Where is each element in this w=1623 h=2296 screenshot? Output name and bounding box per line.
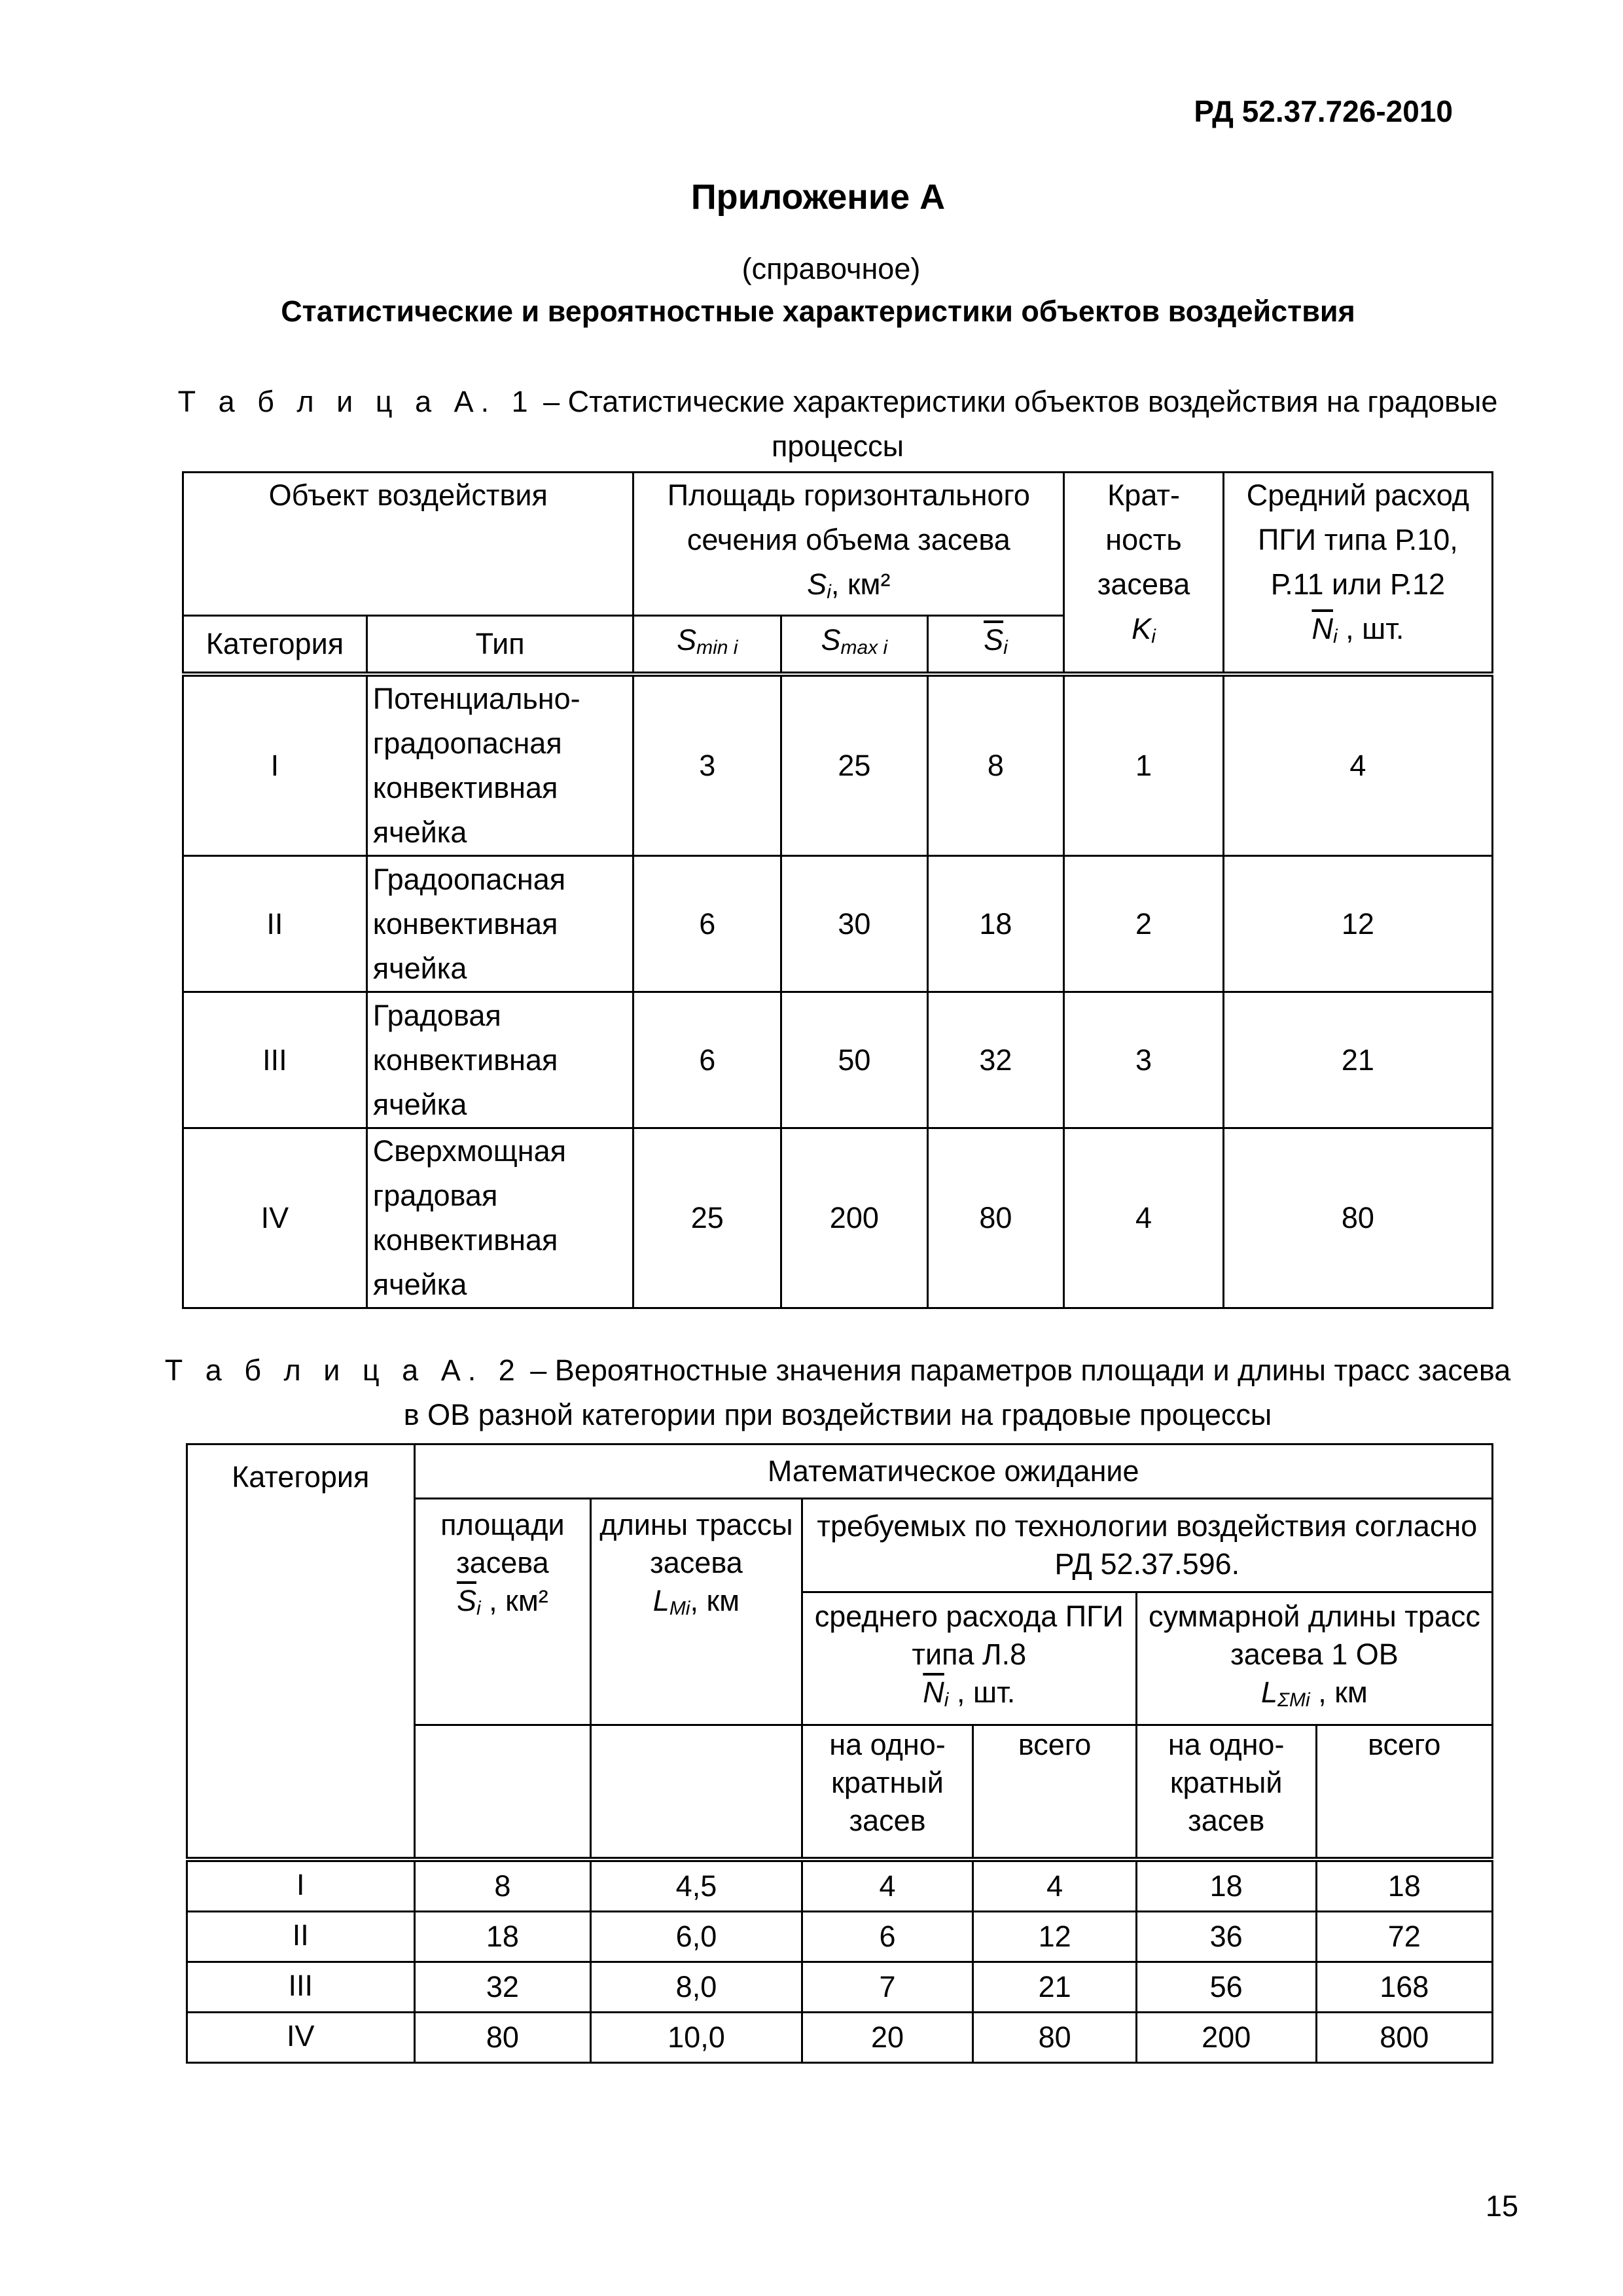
table1-cell-smin: 6: [633, 856, 781, 992]
table-row: [187, 1912, 1493, 1962]
table-row: [187, 2013, 1493, 2063]
table1-cell-category: II: [183, 856, 367, 992]
table1: [182, 471, 1493, 1309]
table2-header-total-length-label: суммарной длины трасс засева 1 ОВ: [1148, 1600, 1480, 1671]
table2-cell-l-total: 18: [1316, 1859, 1492, 1912]
table2-cell-l-single: 200: [1136, 2013, 1316, 2063]
table1-header-smean-sub: i: [1003, 637, 1008, 658]
table1-cell-type: Градовая конвективная ячейка: [366, 992, 633, 1128]
table2-cell-l-total: 800: [1316, 2013, 1492, 2063]
table2-cell-n-single: 7: [802, 1962, 973, 2013]
table1-header-smax-symbol: S: [821, 623, 841, 656]
table1-cell-smean: 8: [927, 674, 1064, 856]
table-row: [183, 856, 1493, 992]
table1-header-smin-symbol: S: [677, 623, 697, 656]
table1-header-object: Объект воздействия: [183, 473, 633, 616]
table1-cell-k: 4: [1064, 1128, 1224, 1308]
table2-header-avg-consumption: [802, 1592, 1136, 1725]
table2-header-length-blank: [591, 1725, 802, 1860]
table2-header-area: [414, 1499, 591, 1725]
table-row: [183, 1128, 1493, 1308]
table2-cell-l-total: 168: [1316, 1962, 1492, 2013]
table2-header-length: [591, 1499, 802, 1725]
table2-header-length-label: длины трассы засева: [599, 1508, 793, 1579]
table1-header-area-symbol: S: [807, 567, 827, 601]
document-code: РД 52.37.726-2010: [1194, 94, 1453, 128]
table2-caption: [164, 1348, 1512, 1437]
table2-cell-n-total: 12: [973, 1912, 1137, 1962]
table2-cell-category: I: [187, 1859, 415, 1912]
table1-header-multiplicity-line1: Крат-: [1107, 478, 1180, 512]
table2-cell-n-total: 21: [973, 1962, 1137, 2013]
table1-cell-smax: 50: [781, 992, 928, 1128]
table2-header-area-blank: [414, 1725, 591, 1860]
table1-cell-n: 12: [1223, 856, 1492, 992]
table1-cell-smin: 25: [633, 1128, 781, 1308]
table1-cell-k: 1: [1064, 674, 1224, 856]
table2-header-total-length: [1136, 1592, 1492, 1725]
table2-header-total-symbol: L: [1261, 1676, 1278, 1709]
table2-cell-n-total: 4: [973, 1859, 1137, 1912]
table1-header-smin-sub: min i: [696, 637, 738, 658]
table1-cell-n: 80: [1223, 1128, 1492, 1308]
table1-header-consumption-sub: i: [1332, 626, 1338, 647]
table1-cell-k: 2: [1064, 856, 1224, 992]
table2-header-area-symbol: $\overline{S}$: [456, 1584, 476, 1617]
table-row: [183, 992, 1493, 1128]
table1-header-smean: [927, 616, 1064, 675]
table-row: [183, 674, 1493, 856]
table1-header-area-label: Площадь горизонтального сечения объема засева: [667, 478, 1030, 556]
table2-cell-area: 80: [414, 2013, 591, 2063]
table1-header-smean-symbol: $\overline{S}$: [984, 623, 1004, 656]
table1-cell-smin: 3: [633, 674, 781, 856]
appendix-title: Приложение А: [690, 177, 946, 217]
table1-cell-smean: 18: [927, 856, 1064, 992]
table1-cell-type: Сверхмощная градовая конвективная ячейка: [366, 1128, 633, 1308]
table1-cell-smean: 32: [927, 992, 1064, 1128]
table2-cell-area: 8: [414, 1859, 591, 1912]
table1-cell-type: Градоопасная конвективная ячейка: [366, 856, 633, 992]
page-number: 15: [1485, 2189, 1518, 2223]
table1-header-multiplicity-line2: ность: [1105, 523, 1182, 556]
table1-header-type: Тип: [366, 616, 633, 675]
table1-header-multiplicity: [1064, 473, 1224, 675]
table1-header-row: [183, 473, 1493, 616]
table2-header-total-unit: , км: [1310, 1676, 1368, 1709]
appendix-note: (справочное): [741, 252, 921, 285]
table1-cell-smean: 80: [927, 1128, 1064, 1308]
table2-header-avg-unit: , шт.: [948, 1676, 1016, 1709]
table2-cell-category: IV: [187, 2013, 415, 2063]
table2-cell-length: 6,0: [591, 1912, 802, 1962]
table1-header-smin: [633, 616, 781, 675]
table2-header-category: Категория: [187, 1444, 415, 1860]
table2-header-avg-symbol: $\overline{N}$: [923, 1676, 944, 1709]
table2-header-area-sub: i: [476, 1598, 481, 1619]
table2-cell-n-single: 6: [802, 1912, 973, 1962]
table1-header-consumption: [1223, 473, 1492, 675]
table1-header-consumption-symbol: $\overline{N}$: [1311, 612, 1333, 645]
table2-cell-area: 18: [414, 1912, 591, 1962]
table2-header-length-unit: , км: [690, 1584, 740, 1617]
table1-header-area: [633, 473, 1064, 616]
table2-cell-n-single: 20: [802, 2013, 973, 2063]
table1-header-multiplicity-line3: засева: [1097, 567, 1190, 601]
appendix-heading: Статистические и вероятностные характеристики объектов воздействия: [281, 295, 1355, 328]
table2-cell-l-total: 72: [1316, 1912, 1492, 1962]
table1-cell-smin: 6: [633, 992, 781, 1128]
table1-cell-n: 21: [1223, 992, 1492, 1128]
table1-header-consumption-unit: , шт.: [1337, 612, 1404, 645]
table2-header-n-single: на одно-кратный засев: [802, 1725, 973, 1860]
table1-caption: [164, 380, 1512, 469]
table2-header-length-sub: Mi: [669, 1598, 690, 1619]
table1-header-area-sub: i: [827, 581, 831, 603]
table1-caption-text: – Статистические характеристики объектов воздействия на градовые процессы: [535, 385, 1498, 463]
table2-cell-category: III: [187, 1962, 415, 2013]
table2-cell-l-single: 18: [1136, 1859, 1316, 1912]
table1-cell-category: I: [183, 674, 367, 856]
table2-header-row: [187, 1444, 1493, 1499]
table2-header-total-sub: ΣMi: [1277, 1689, 1310, 1711]
table-row: [187, 1859, 1493, 1912]
table2-header-area-label: площади засева: [440, 1508, 565, 1579]
table1-cell-category: IV: [183, 1128, 367, 1308]
table2-cell-category: II: [187, 1912, 415, 1962]
table2-header-area-unit: , км²: [480, 1584, 548, 1617]
table2-header-length-symbol: L: [652, 1584, 669, 1617]
table2-header-math-expectation: Математическое ожидание: [414, 1444, 1492, 1499]
table1-header-category: Категория: [183, 616, 367, 675]
table2-cell-length: 8,0: [591, 1962, 802, 2013]
table2-header-required: требуемых по технологии воздействия согласно РД 52.37.596.: [802, 1499, 1492, 1592]
table1-cell-smax: 200: [781, 1128, 928, 1308]
table2-cell-n-total: 80: [973, 2013, 1137, 2063]
table1-cell-smax: 30: [781, 856, 928, 992]
table2-caption-text: – Вероятностные значения параметров площади и длины трасс засева в ОВ разной категории при воздействии на градовые процессы: [403, 1354, 1511, 1431]
table1-header-smax-sub: max i: [840, 637, 888, 658]
table2: [186, 1443, 1493, 2064]
table2-cell-l-single: 56: [1136, 1962, 1316, 2013]
table2-cell-n-single: 4: [802, 1859, 973, 1912]
table1-cell-type: Потенциально-градоопасная конвективная ячейка: [366, 674, 633, 856]
table2-header-l-total: всего: [1316, 1725, 1492, 1860]
table1-header-smax: [781, 616, 928, 675]
table2-cell-length: 4,5: [591, 1859, 802, 1912]
table2-header-avg-sub: i: [944, 1689, 949, 1711]
table1-header-multiplicity-sub: i: [1151, 626, 1156, 647]
table1-header-area-unit: , км²: [830, 567, 891, 601]
table2-cell-l-single: 36: [1136, 1912, 1316, 1962]
table1-cell-category: III: [183, 992, 367, 1128]
table-row: [187, 1962, 1493, 2013]
table2-header-n-total: всего: [973, 1725, 1137, 1860]
table1-header-consumption-label: Средний расход ПГИ типа Р.10, Р.11 или Р.12: [1246, 478, 1470, 601]
table1-cell-k: 3: [1064, 992, 1224, 1128]
table2-cell-area: 32: [414, 1962, 591, 2013]
table2-cell-length: 10,0: [591, 2013, 802, 2063]
table2-header-l-single: на одно-кратный засев: [1136, 1725, 1316, 1860]
table1-header-multiplicity-symbol: K: [1132, 612, 1152, 645]
table1-caption-prefix: Т а б л и ц а А. 1: [177, 385, 535, 418]
table2-caption-prefix: Т а б л и ц а А. 2: [164, 1354, 522, 1387]
table1-cell-n: 4: [1223, 674, 1492, 856]
table2-header-avg-consumption-label: среднего расхода ПГИ типа Л.8: [814, 1600, 1124, 1671]
table1-cell-smax: 25: [781, 674, 928, 856]
